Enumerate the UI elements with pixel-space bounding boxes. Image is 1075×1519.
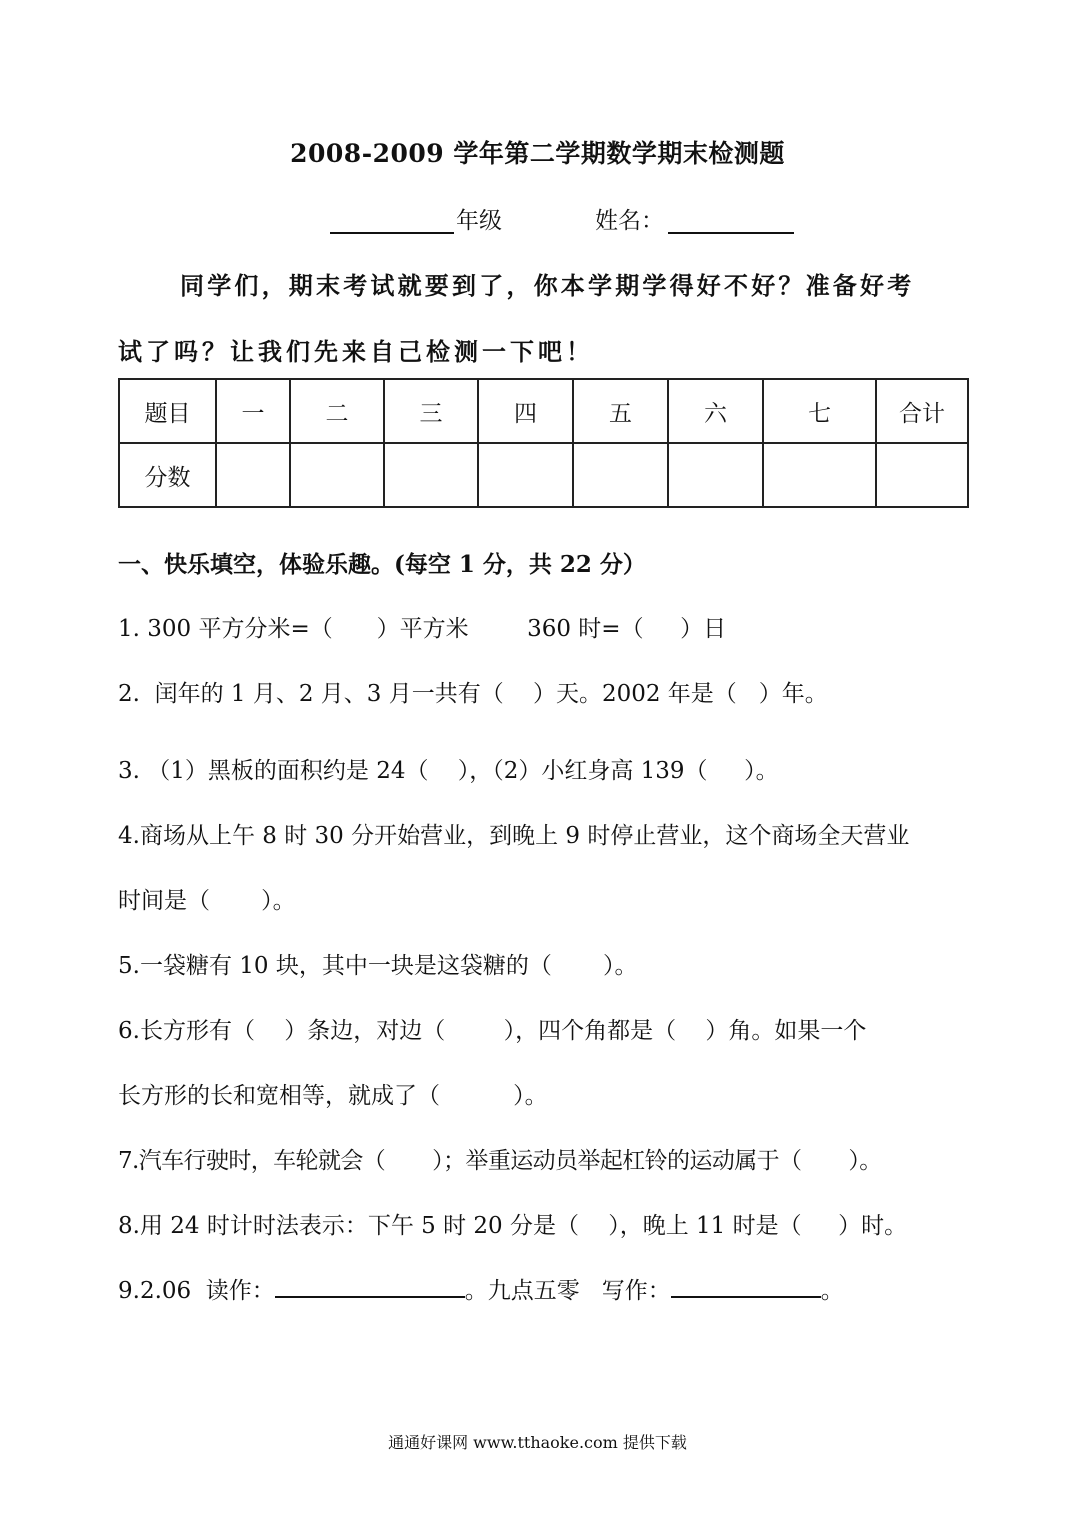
question-9-read-label: 9.2.06 读作： [118,1278,275,1304]
question-6-line-2: 长方形的长和宽相等，就成了（ ）。 [118,1083,548,1109]
answer-blank-write[interactable] [671,1274,821,1298]
grade-blank[interactable] [330,204,454,234]
question-9-end: 。 [820,1278,844,1304]
question-9-write-label: 。九点五零 写作： [464,1278,671,1304]
question-3: 3. （1）黑板的面积约是 24（ ），（2）小红身高 139（ ）。 [118,758,779,784]
question-1: 1. 300 平方分米=（ ）平方米 360 时=（ ）日 [118,616,727,642]
table-header-cell: 五 [573,379,668,443]
score-cell[interactable] [668,443,763,507]
table-row-label: 分数 [119,443,216,507]
section-1-title: 一、快乐填空，体验乐趣。(每空 1 分，共 22 分） [118,551,646,578]
score-cell[interactable] [216,443,290,507]
page-title: 2008-2009 学年第二学期数学期末检测题 [290,139,785,168]
table-header-cell: 一 [216,379,290,443]
grade-label: 年级 [456,208,502,234]
score-cell[interactable] [763,443,876,507]
score-cell[interactable] [384,443,478,507]
score-table [118,378,969,508]
question-6-line-1: 6.长方形有（ ）条边，对边（ ），四个角都是（ ）角。如果一个 [118,1018,867,1044]
student-info-row [0,200,1075,240]
table-header-cell: 二 [290,379,384,443]
question-8: 8.用 24 时计时法表示：下午 5 时 20 分是（ ），晚上 11 时是（ ）时。 [118,1213,908,1239]
table-header-cell: 合计 [876,379,968,443]
table-header-cell: 七 [763,379,876,443]
question-7: 7.汽车行驶时，车轮就会（ ）；举重运动员举起杠铃的运动属于（ ）。 [118,1148,882,1174]
table-header-cell: 三 [384,379,478,443]
score-cell[interactable] [478,443,573,507]
answer-blank-read[interactable] [275,1274,465,1298]
score-cell[interactable] [876,443,968,507]
name-blank[interactable] [668,204,794,234]
question-5: 5.一袋糖有 10 块，其中一块是这袋糖的（ ）。 [118,953,638,979]
question-4-line-1: 4.商场从上午 8 时 30 分开始营业，到晚上 9 时停止营业，这个商场全天营业 [118,823,910,849]
score-cell[interactable] [290,443,384,507]
score-table-score-row [119,443,968,507]
intro-line-1: 同学们，期末考试就要到了，你本学期学得好不好？准备好考 [180,271,915,300]
footer-credit: 通通好课网 www.tthaoke.com 提供下载 [388,1433,687,1452]
question-4-line-2: 时间是（ ）。 [118,888,296,914]
table-header-cell: 题目 [119,379,216,443]
table-header-cell: 六 [668,379,763,443]
score-table-header-row [119,379,968,443]
intro-line-2: 试了吗？让我们先来自己检测一下吧！ [118,337,594,366]
question-9 [118,1272,844,1305]
score-cell[interactable] [573,443,668,507]
question-2: 2. 闰年的 1 月、2 月、3 月一共有（ ）天。2002 年是（ ）年。 [118,681,828,707]
table-header-cell: 四 [478,379,573,443]
name-label: 姓名： [595,208,664,234]
